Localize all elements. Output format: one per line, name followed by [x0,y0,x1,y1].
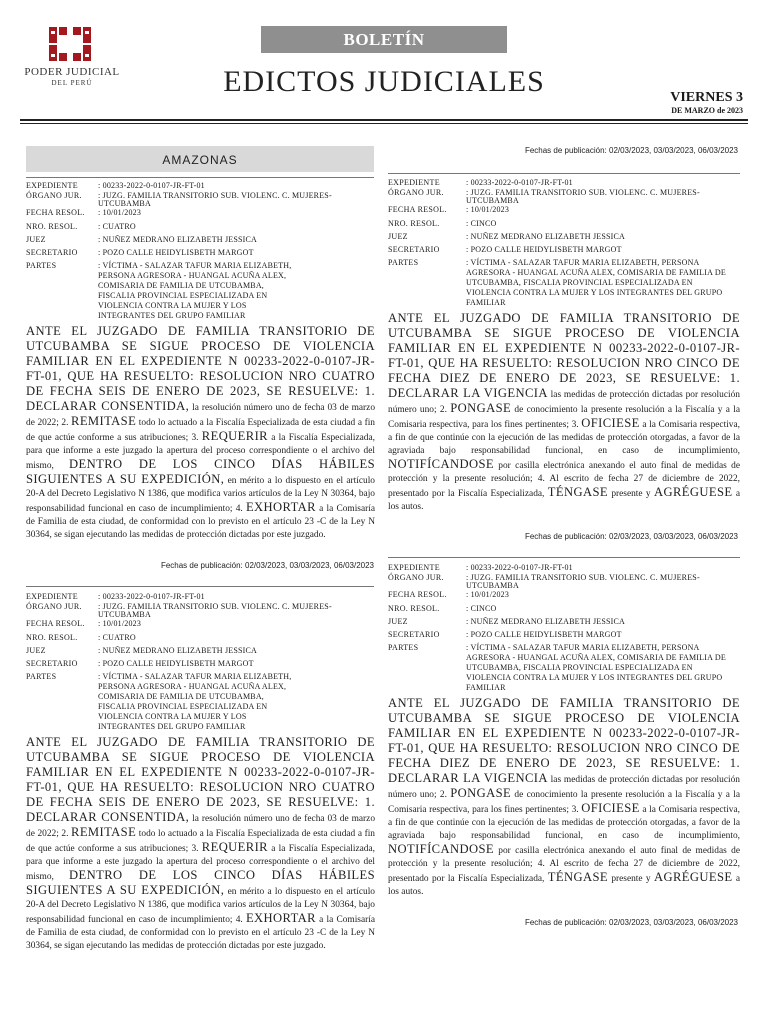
edicto-metadata [26,592,375,732]
body-emphasis: OFICIESE [581,416,640,430]
meta-nro [26,633,375,643]
body-emphasis: PONGASE [450,401,512,415]
value-partes: : VÍCTIMA - SALAZAR TAFUR MARIA ELIZABETH, PERSONA AGRESORA - HUANGAL ACUÑA ALEX, COMISARIA DE FAMILIA DE UTCUBAMBA, FISCALIA PROVINCIAL ESPECIALIZADA EN VIOLENCIA CONTRA LA MUJER Y LOS INTEGRANTES DEL GRUPO FAMILIAR [98,672,292,731]
label-nro: NRO. RESOL. [388,219,440,228]
value-secretario: : POZO CALLE HEIDYLISBETH MARGOT [466,245,622,254]
value-expediente: : 00233-2022-0-0107-JR-FT-01 [98,181,205,190]
meta-nro [388,604,740,614]
body-emphasis: NOTIFÍCANDOSE [388,457,494,471]
meta-secretario [388,630,740,640]
meta-partes [26,261,375,321]
label-fecha: FECHA RESOL. [388,590,447,599]
body-emphasis: EXHORTAR [245,500,316,514]
body-emphasis: TÉNGASE [547,870,608,884]
body-emphasis: TÉNGASE [547,485,608,499]
value-juez: : NUÑEZ MEDRANO ELIZABETH JESSICA [98,646,258,655]
body-text: las medidas de protección dictadas por resolución número uno; 2. [388,775,740,800]
boletin-banner: BOLETÍN [261,26,507,53]
org-subtitle: DEL PERÚ [51,79,93,87]
meta-juez [26,646,375,656]
meta-fecha [388,590,740,600]
value-organo: : JUZG. FAMILIA TRANSITORIO SUB. VIOLENC. C. MUJERES-UTCUBAMBA [466,188,700,205]
body-text: de conocimiento la presente resolución a la Fiscalía y a la Comisaria respectiva, para los fines pertinentes; 3. [388,790,740,815]
divider [388,173,740,174]
publication-dates: Fechas de publicación: 02/03/2023, 03/03/2023, 06/03/2023 [160,561,374,570]
body-text: la resolución número uno de fecha 03 de marzo de 2022; 2. [26,403,376,428]
meta-juez [26,235,375,245]
meta-partes [388,643,740,693]
publication-dates: Fechas de publicación: 02/03/2023, 03/03/2023, 06/03/2023 [524,532,738,541]
body-emphasis: REMITASE [71,414,137,428]
body-text: presente y [607,874,654,884]
value-partes: : VÍCTIMA - SALAZAR TAFUR MARIA ELIZABETH, PERSONA AGRESORA - HUANGAL ACUÑA ALEX, COMISARIA DE FAMILIA DE UTCUBAMBA, FISCALIA PROVINCIAL ESPECIALIZADA EN VIOLENCIA CONTRA LA MUJER Y LOS INTEGRANTES DEL GRUPO FAMILIAR [466,258,726,307]
body-text: a los autos. [388,874,741,897]
value-expediente: : 00233-2022-0-0107-JR-FT-01 [466,178,573,187]
label-secretario: SECRETARIO [388,245,440,254]
value-nro: : CINCO [466,604,497,613]
value-organo: : JUZG. FAMILIA TRANSITORIO SUB. VIOLENC. C. MUJERES-UTCUBAMBA [98,602,332,619]
body-text: a la Fiscalía Especializada, para que informe a este juzgado la apertura del proceso correspondiente o el archivo del mismo, [26,844,375,882]
value-organo: : JUZG. FAMILIA TRANSITORIO SUB. VIOLENC. C. MUJERES-UTCUBAMBA [466,573,700,590]
meta-organo [26,602,375,619]
label-partes: PARTES [26,261,57,270]
meta-secretario [26,659,375,669]
value-juez: : NUÑEZ MEDRANO ELIZABETH JESSICA [466,617,626,626]
meta-juez [388,617,740,627]
body-lead: ANTE EL JUZGADO DE FAMILIA TRANSITORIO DE UTCUBAMBA SE SIGUE PROCESO DE VIOLENCIA FAMILIAR EN EL EXPEDIENTE N 00233-2022-0-0107-JR-FT-01, QUE HA RESUELTO: RESOLUCION NRO CUATRO DE FECHA SEIS DE ENERO DE 2023, SE RESUELVE: 1. DECLARAR CONSENTIDA, [26,324,375,413]
value-nro: : CUATRO [98,222,136,231]
label-nro: NRO. RESOL. [26,633,78,642]
meta-expediente [26,592,375,602]
header-rule-thin [20,123,748,124]
label-organo: ÓRGANO JUR. [26,191,82,200]
value-fecha: : 10/01/2023 [466,590,510,599]
label-partes: PARTES [388,258,419,267]
body-emphasis: AGRÉGUESE [654,485,733,499]
meta-partes [388,258,740,308]
body-text: las medidas de protección dictadas por resolución número uno; 2. [388,390,740,415]
body-emphasis: REQUERIR [201,840,268,854]
label-organo: ÓRGANO JUR. [388,188,444,197]
publication-dates: Fechas de publicación: 02/03/2023, 03/03/2023, 06/03/2023 [524,918,738,927]
region-heading: AMAZONAS [26,146,374,172]
body-emphasis: PONGASE [450,786,512,800]
body-text: por casilla electrónica anexando el auto final de medidas de protección y la presente resolución; 4. Al escrito de fecha 27 de diciembre de 2022, presentado por la Fiscalía Especializada, [388,846,740,884]
body-text: a la Fiscalía Especializada, para que informe a este juzgado la apertura del proceso correspondiente o el archivo del mismo, [26,433,375,471]
meta-expediente [26,181,375,191]
edicto-entry [26,181,375,542]
edicto-body [388,312,740,514]
value-expediente: : 00233-2022-0-0107-JR-FT-01 [466,563,573,572]
edicto-entry [388,178,740,514]
body-emphasis: DENTRO DE LOS CINCO DÍAS HÁBILES SIGUIENTES A SU EXPEDICIÓN, [26,457,376,486]
body-lead: ANTE EL JUZGADO DE FAMILIA TRANSITORIO DE UTCUBAMBA SE SIGUE PROCESO DE VIOLENCIA FAMILIAR EN EL EXPEDIENTE N 00233-2022-0-0107-JR-FT-01, QUE HA RESUELTO: RESOLUCION NRO CUATRO DE FECHA SEIS DE ENERO DE 2023, SE RESUELVE: 1. DECLARAR CONSENTIDA, [26,735,375,824]
issue-date: DE MARZO de 2023 [671,106,743,115]
meta-secretario [26,248,375,258]
edicto-body [26,736,375,953]
edicto-body [26,325,375,542]
edicto-body [388,697,740,899]
divider [388,557,740,558]
value-fecha: : 10/01/2023 [98,619,142,628]
value-partes: : VÍCTIMA - SALAZAR TAFUR MARIA ELIZABETH, PERSONA AGRESORA - HUANGAL ACUÑA ALEX, COMISARIA DE FAMILIA DE UTCUBAMBA, FISCALIA PROVINCIAL ESPECIALIZADA EN VIOLENCIA CONTRA LA MUJER Y LOS INTEGRANTES DEL GRUPO FAMILIAR [98,261,292,320]
meta-organo [388,573,740,590]
label-fecha: FECHA RESOL. [26,619,85,628]
label-organo: ÓRGANO JUR. [26,602,82,611]
body-emphasis: AGRÉGUESE [654,870,733,884]
value-juez: : NUÑEZ MEDRANO ELIZABETH JESSICA [98,235,258,244]
meta-fecha [26,619,375,629]
value-nro: : CINCO [466,219,497,228]
header-rule [20,119,748,121]
label-expediente: EXPEDIENTE [388,563,440,572]
label-expediente: EXPEDIENTE [26,181,78,190]
meta-fecha [26,208,375,218]
body-emphasis: EXHORTAR [245,911,316,925]
meta-organo [388,188,740,205]
body-text: presente y [607,489,654,499]
value-partes: : VÍCTIMA - SALAZAR TAFUR MARIA ELIZABETH, PERSONA AGRESORA - HUANGAL ACUÑA ALEX, COMISARIA DE FAMILIA DE UTCUBAMBA, FISCALIA PROVINCIAL ESPECIALIZADA EN VIOLENCIA CONTRA LA MUJER Y LOS INTEGRANTES DEL GRUPO FAMILIAR [466,643,726,692]
meta-organo [26,191,375,208]
body-text: a los autos. [388,489,741,512]
label-organo: ÓRGANO JUR. [388,573,444,582]
label-secretario: SECRETARIO [26,248,78,257]
body-emphasis: REQUERIR [201,429,268,443]
edicto-entry [26,592,375,953]
value-secretario: : POZO CALLE HEIDYLISBETH MARGOT [98,248,254,257]
body-text: de conocimiento la presente resolución a la Fiscalía y a la Comisaria respectiva, para los fines pertinentes; 3. [388,405,740,430]
edicto-metadata [388,563,740,693]
edicto-metadata [388,178,740,308]
label-expediente: EXPEDIENTE [388,178,440,187]
value-fecha: : 10/01/2023 [98,208,142,217]
edicto-metadata [26,181,375,321]
body-text: a la Comisaria respectiva, a fin de que continúe con la ejecución de las medidas de protección otorgadas, a favor de la agraviada bajo responsabilidad funcional, en caso de incumplimiento, [388,805,740,841]
body-text: en mérito a lo dispuesto en el artículo 20-A del Decreto Legislativo N 1386, que modifica varios artículos de la Ley N 30364, bajo responsabilidad funcional en caso de incumplimiento; 4. [26,476,375,514]
body-text: a la Comisaria respectiva, a fin de que continúe con la ejecución de las medidas de protección otorgadas, a favor de la agraviada bajo responsabilidad funcional, en caso de incumplimiento, [388,420,740,456]
org-name: PODER JUDICIAL [24,66,120,78]
body-emphasis: OFICIESE [581,801,640,815]
publication-dates: Fechas de publicación: 02/03/2023, 03/03/2023, 06/03/2023 [524,146,738,155]
page-title: EDICTOS JUDICIALES [223,65,545,98]
body-text: todo lo actuado a la Fiscalía Especializada de esta ciudad a fin de que actúe conforme a sus atribuciones; 3. [26,418,375,443]
label-nro: NRO. RESOL. [388,604,440,613]
label-partes: PARTES [388,643,419,652]
edicto-entry [388,563,740,899]
label-juez: JUEZ [388,617,408,626]
value-expediente: : 00233-2022-0-0107-JR-FT-01 [98,592,205,601]
body-text: por casilla electrónica anexando el auto final de medidas de protección y la presente resolución; 4. Al escrito de fecha 27 de diciembre de 2022, presentado por la Fiscalía Especializada, [388,461,740,499]
label-fecha: FECHA RESOL. [26,208,85,217]
poder-judicial-emblem-icon [48,26,92,62]
body-text: en mérito a lo dispuesto en el artículo 20-A del Decreto Legislativo N 1386, que modifica varios artículos de la Ley N 30364, bajo responsabilidad funcional en caso de incumplimiento; 4. [26,887,375,925]
divider [26,586,374,587]
meta-nro [388,219,740,229]
divider [26,177,374,178]
label-juez: JUEZ [26,235,46,244]
body-emphasis: DENTRO DE LOS CINCO DÍAS HÁBILES SIGUIENTES A SU EXPEDICIÓN, [26,868,376,897]
body-emphasis: NOTIFÍCANDOSE [388,842,494,856]
meta-nro [26,222,375,232]
issue-day: VIERNES 3 [670,90,743,105]
value-fecha: : 10/01/2023 [466,205,510,214]
label-secretario: SECRETARIO [26,659,78,668]
label-juez: JUEZ [26,646,46,655]
value-secretario: : POZO CALLE HEIDYLISBETH MARGOT [466,630,622,639]
body-emphasis: REMITASE [71,825,137,839]
body-lead: ANTE EL JUZGADO DE FAMILIA TRANSITORIO DE UTCUBAMBA SE SIGUE PROCESO DE VIOLENCIA FAMILIAR EN EL EXPEDIENTE N 00233-2022-0-0107-JR-FT-01, QUE HA RESUELTO: RESOLUCION NRO CINCO DE FECHA DIEZ DE ENERO DE 2023, SE RESUELVE: 1. DECLARAR LA VIGENCIA [388,311,740,400]
value-organo: : JUZG. FAMILIA TRANSITORIO SUB. VIOLENC. C. MUJERES-UTCUBAMBA [98,191,332,208]
label-expediente: EXPEDIENTE [26,592,78,601]
body-text: a la Comisaría de Familia de esta ciudad, de conformidad con lo previsto en el artículo 23 -C de la Ley N 30364, se sigan ejecutando las medidas de protección dictadas por este juzgado. [26,915,375,951]
label-fecha: FECHA RESOL. [388,205,447,214]
meta-fecha [388,205,740,215]
meta-expediente [388,178,740,188]
value-nro: : CUATRO [98,633,136,642]
label-nro: NRO. RESOL. [26,222,78,231]
label-secretario: SECRETARIO [388,630,440,639]
value-juez: : NUÑEZ MEDRANO ELIZABETH JESSICA [466,232,626,241]
body-text: a la Comisaría de Familia de esta ciudad, de conformidad con lo previsto en el artículo 23 -C de la Ley N 30364, se sigan ejecutando las medidas de protección dictadas por este juzgado. [26,504,375,540]
label-partes: PARTES [26,672,57,681]
meta-expediente [388,563,740,573]
meta-partes [26,672,375,732]
label-juez: JUEZ [388,232,408,241]
meta-juez [388,232,740,242]
meta-secretario [388,245,740,255]
body-text: la resolución número uno de fecha 03 de marzo de 2022; 2. [26,814,376,839]
value-secretario: : POZO CALLE HEIDYLISBETH MARGOT [98,659,254,668]
body-lead: ANTE EL JUZGADO DE FAMILIA TRANSITORIO DE UTCUBAMBA SE SIGUE PROCESO DE VIOLENCIA FAMILIAR EN EL EXPEDIENTE N 00233-2022-0-0107-JR-FT-01, QUE HA RESUELTO: RESOLUCION NRO CINCO DE FECHA DIEZ DE ENERO DE 2023, SE RESUELVE: 1. DECLARAR LA VIGENCIA [388,696,740,785]
body-text: todo lo actuado a la Fiscalía Especializada de esta ciudad a fin de que actúe conforme a sus atribuciones; 3. [26,829,375,854]
